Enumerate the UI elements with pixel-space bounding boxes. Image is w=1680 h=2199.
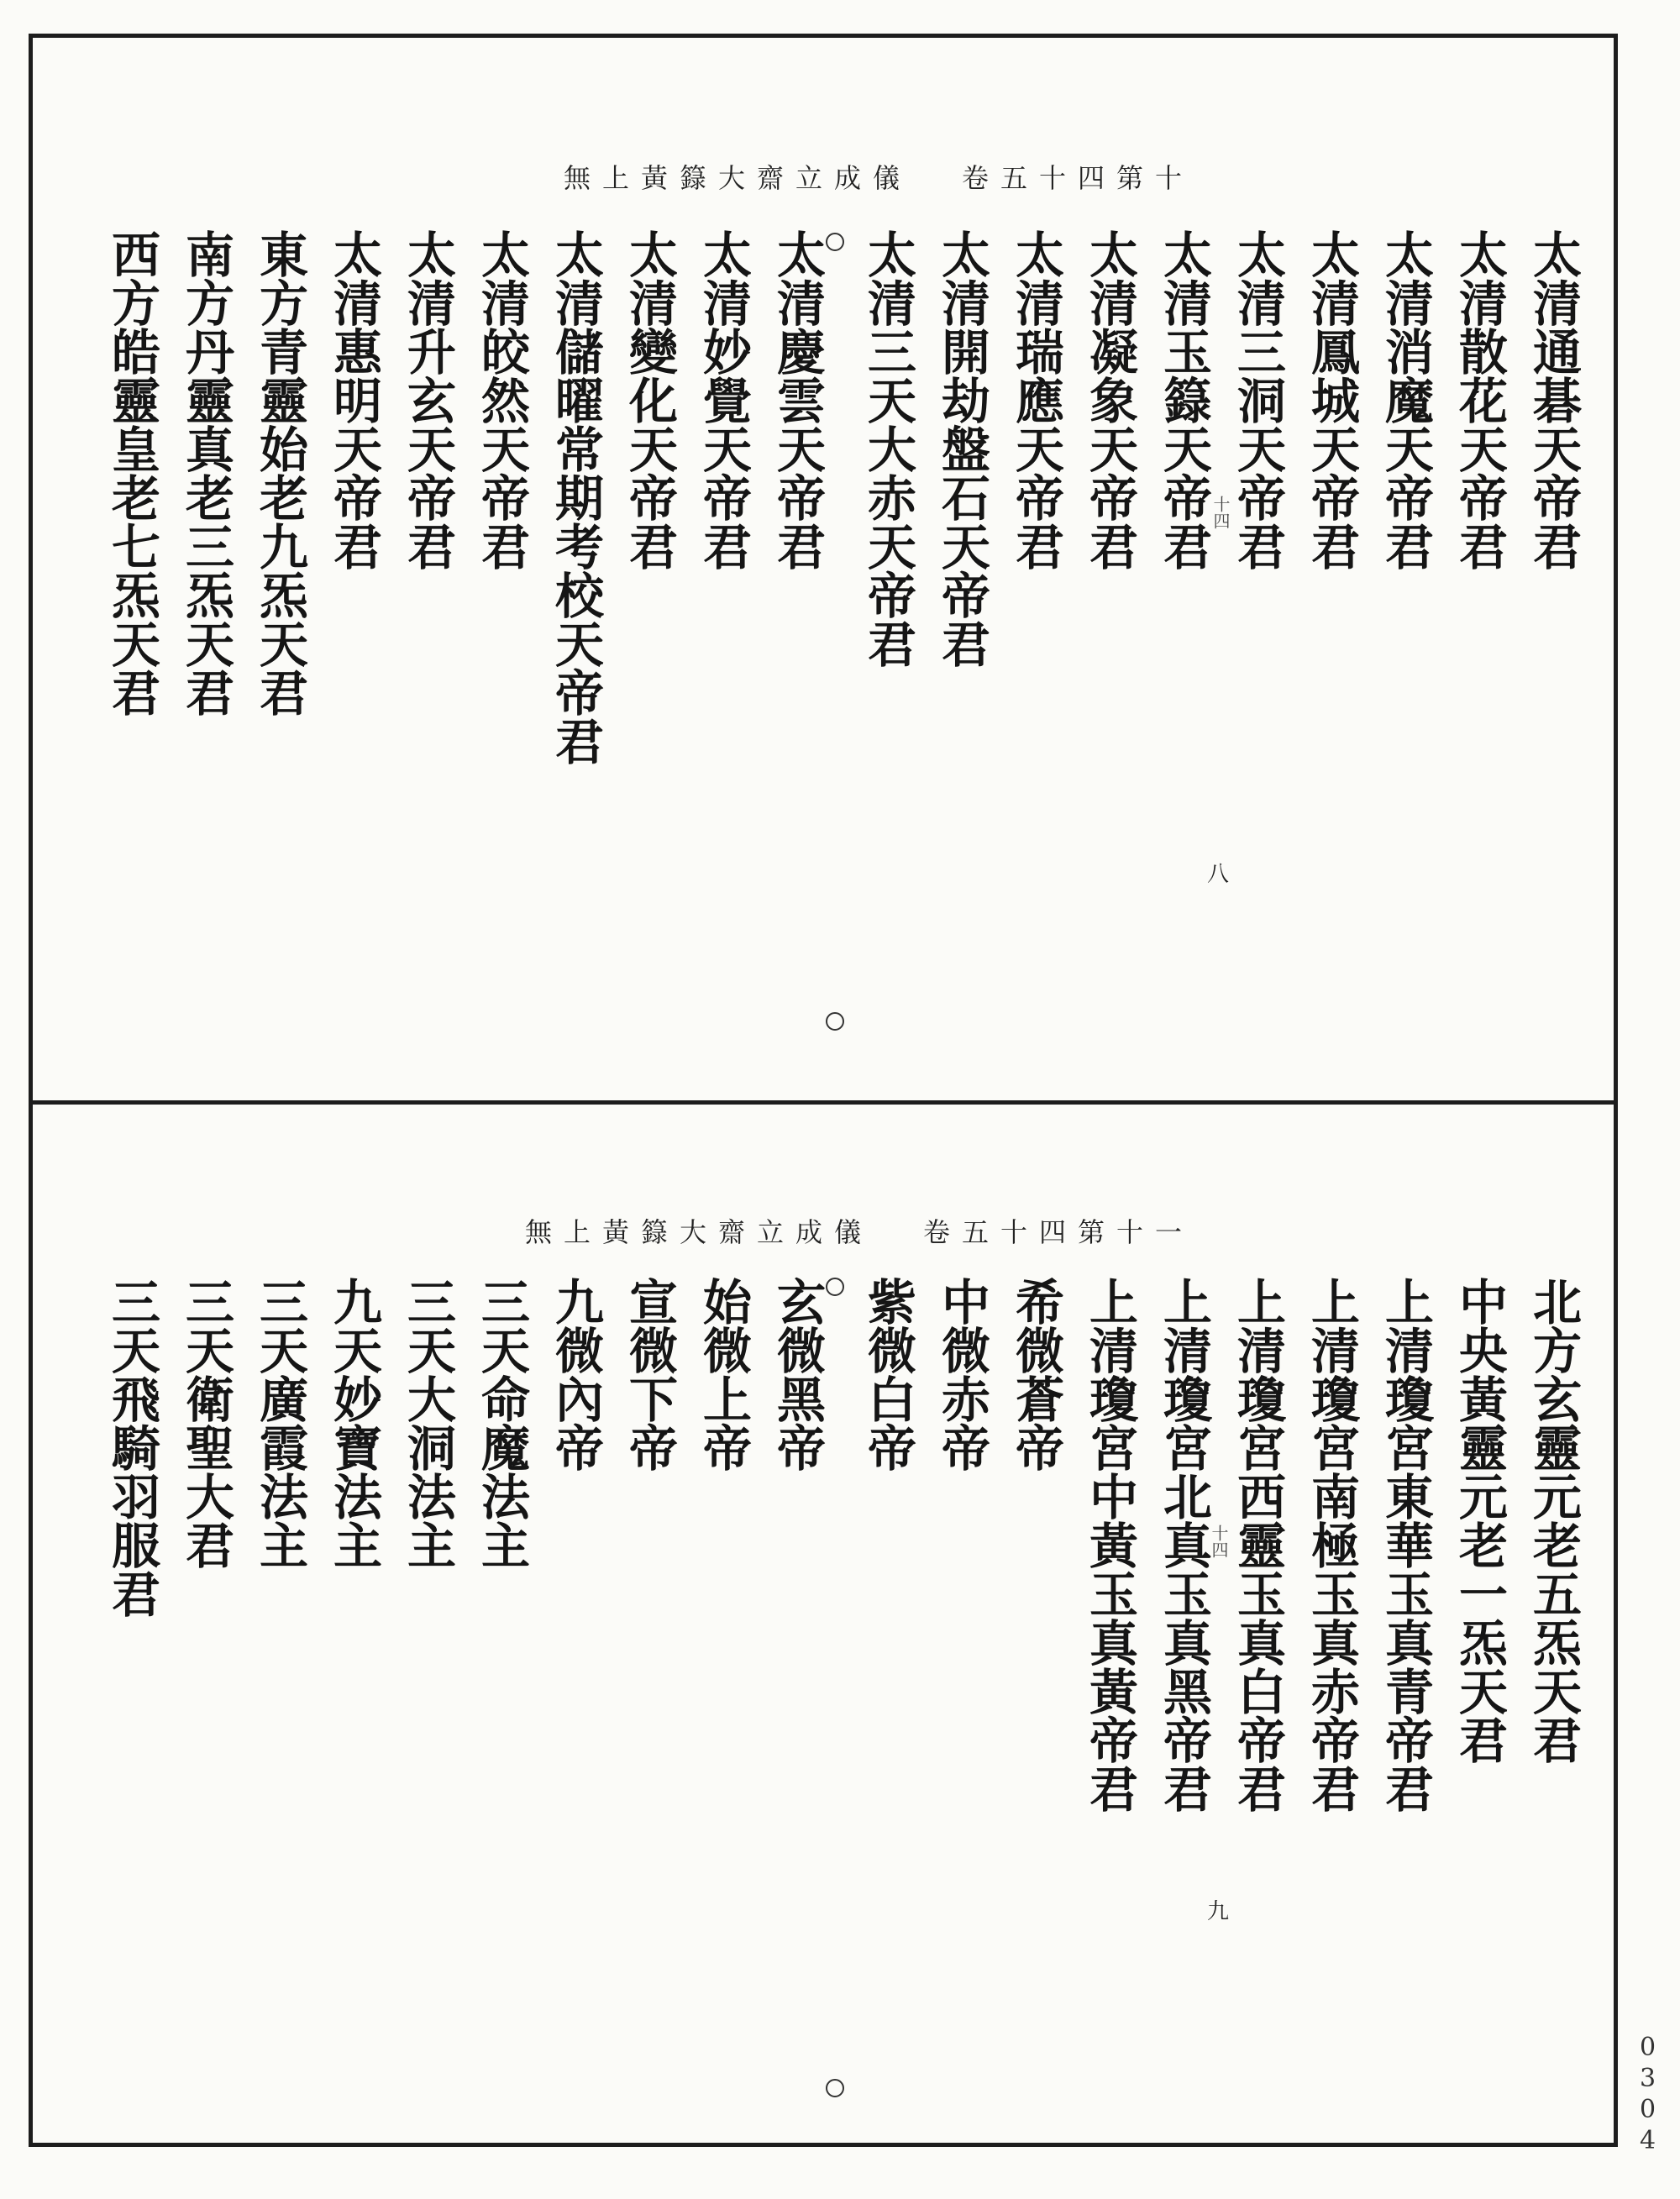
bottom-column-18: 三天廣霞法主 <box>251 1277 308 1569</box>
bottom-column-12: 始微上帝 <box>695 1277 752 1472</box>
top-header <box>564 157 1194 196</box>
top-column-7: 太清凝象天帝君 <box>1081 229 1138 570</box>
bottom-punch-circle-1 <box>826 1278 844 1296</box>
top-column-16: 太清升玄天帝君 <box>399 229 456 570</box>
top-column-1: 太清通碁天帝君 <box>1525 229 1582 570</box>
top-punch-circle-2 <box>826 1012 844 1031</box>
bottom-column-5: 上清瓊宮西靈玉真白帝君 <box>1229 1277 1286 1813</box>
bottom-column-19: 三天衛聖大君 <box>177 1277 234 1569</box>
top-column-13: 太清變化天帝君 <box>621 229 678 570</box>
top-column-10: 太清三天大赤天帝君 <box>859 229 916 668</box>
bottom-column-17: 九天妙寶法主 <box>325 1277 382 1569</box>
top-punch-circle-1 <box>826 233 844 251</box>
side-page-number: 0304 <box>1633 2033 1662 2157</box>
top-column-8: 太清瑞應天帝君 <box>1007 229 1064 570</box>
bottom-column-6: 上清瓊宮北真玉真黑帝君 <box>1155 1277 1212 1813</box>
bottom-column-4: 上清瓊宮南極玉真赤帝君 <box>1303 1277 1360 1813</box>
top-column-15: 太清皎然天帝君 <box>473 229 530 570</box>
top-column-4: 太清鳳城天帝君 <box>1303 229 1360 570</box>
top-column-18: 東方青靈始老九炁天君 <box>251 229 308 716</box>
top-page-number: 八 <box>1207 862 1230 887</box>
bottom-column-10: 紫微白帝 <box>859 1277 916 1472</box>
bottom-column-3: 上清瓊宮東華玉真青帝君 <box>1377 1277 1434 1813</box>
bottom-header-volume: 卷五十四第十一 <box>922 1216 1194 1248</box>
top-column-2: 太清散花天帝君 <box>1451 229 1508 570</box>
bottom-punch-circle-2 <box>826 2079 844 2097</box>
bottom-column-7: 上清瓊宮中黃玉真黃帝君 <box>1081 1277 1138 1813</box>
top-column-14: 太清儲曜常期考校天帝君 <box>547 229 604 765</box>
bottom-column-20: 三天飛騎羽服君 <box>103 1277 160 1618</box>
top-column-3: 太清消魔天帝君 <box>1377 229 1434 570</box>
top-column-9: 太清開劫盤石天帝君 <box>933 229 990 668</box>
bottom-column-14: 九微內帝 <box>547 1277 604 1472</box>
bottom-column-11: 玄微黑帝 <box>769 1277 826 1472</box>
bottom-column-9: 中微赤帝 <box>933 1277 990 1472</box>
bottom-column-16: 三天大洞法主 <box>399 1277 456 1569</box>
bottom-column-2: 中央黃靈元老一炁天君 <box>1451 1277 1508 1764</box>
bottom-header-title: 無上黃籙大齋立成儀 <box>524 1216 873 1248</box>
top-column-19: 南方丹靈真老三炁天君 <box>177 229 234 716</box>
bottom-panel <box>33 1105 1614 2151</box>
top-header-title: 無上黃籙大齋立成儀 <box>563 162 911 194</box>
bottom-column-13: 宣微下帝 <box>621 1277 678 1472</box>
top-column-6: 太清玉籙天帝君 <box>1155 229 1212 570</box>
top-header-volume: 卷五十四第十 <box>961 162 1194 194</box>
page-frame <box>29 34 1618 2147</box>
bottom-column-1: 北方玄靈元老五炁天君 <box>1525 1277 1582 1764</box>
bottom-column-8: 希微蒼帝 <box>1007 1277 1064 1472</box>
top-margin-note: 十四 <box>1210 496 1231 529</box>
bottom-page-number: 九 <box>1207 1899 1230 1924</box>
top-panel <box>33 38 1614 1100</box>
top-column-17: 太清惠明天帝君 <box>325 229 382 570</box>
top-column-12: 太清妙覺天帝君 <box>695 229 752 570</box>
top-column-20: 西方皓靈皇老七炁天君 <box>103 229 160 716</box>
bottom-column-15: 三天命魔法主 <box>473 1277 530 1569</box>
bottom-header <box>525 1211 1194 1250</box>
top-column-11: 太清慶雲天帝君 <box>769 229 826 570</box>
bottom-margin-note: 十四 <box>1209 1525 1229 1558</box>
top-column-5: 太清三洞天帝君 <box>1229 229 1286 570</box>
